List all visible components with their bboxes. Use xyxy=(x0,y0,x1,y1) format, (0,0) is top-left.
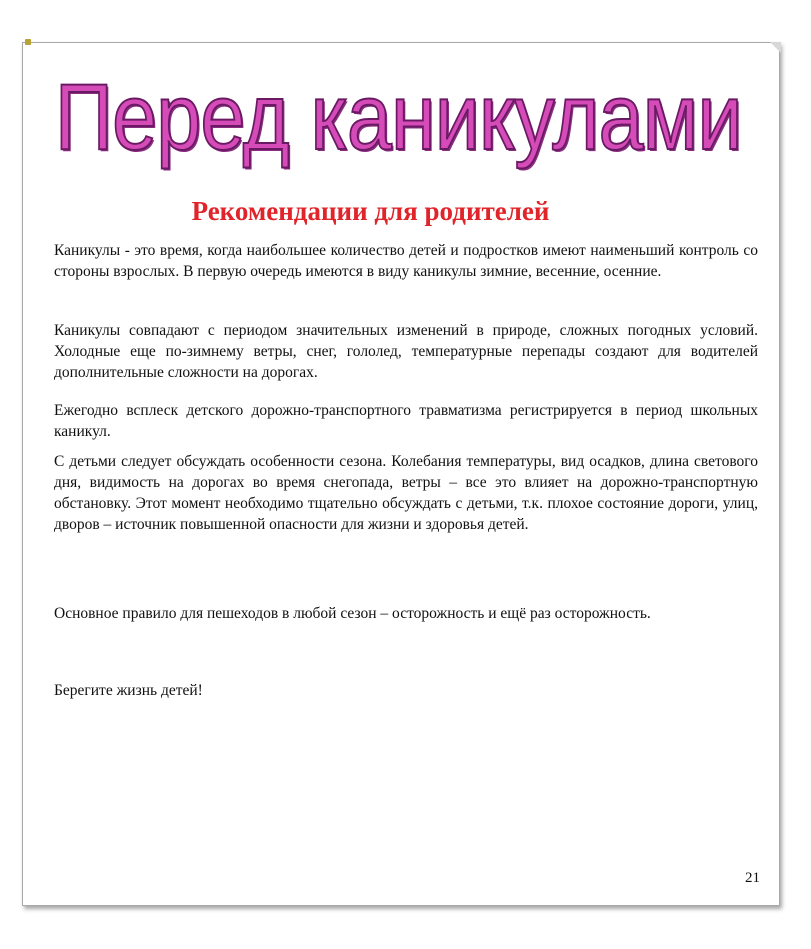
page-number: 21 xyxy=(745,870,760,886)
page-curl-corner xyxy=(770,42,781,53)
paragraph-vacation-definition: Каникулы - это время, когда наибольшее количество детей и подростков имеют наименьший контроль со стороны взрослых. В первую очередь имеются в виду каникулы зимние, весенние, осенние. xyxy=(54,242,758,280)
page-subtitle: Рекомендации для родителей xyxy=(191,196,550,226)
paragraph-accident-statistics: Ежегодно всплеск детского дорожно-транспортного травматизма регистрируется в период школьных каникул. xyxy=(54,402,758,440)
paragraph-main-rule: Основное правило для пешеходов в любой сезон – осторожность и ещё раз осторожность. xyxy=(54,605,651,622)
paragraph-weather-conditions: Каникулы совпадают с периодом значительных изменений в природе, сложных погодных условий. Холодные еще по-зимнему ветры, снег, гололед, температурные перепады создают для водителей дополнительные сложности на дорогах. xyxy=(54,322,758,381)
paragraph-closing-appeal: Берегите жизнь детей! xyxy=(54,682,203,699)
paragraph-season-discussion: С детьми следует обсуждать особенности сезона. Колебания температуры, вид осадков, длина светового дня, видимость на дорогах во время снегопада, ветры – все это влияет на дорожно-транспортную обстановку. Этот момент необходимо тщательно обсуждать с детьми, т.к. плохое состояние дороги, улиц, дворов – источник повышенной опасности для жизни и здоровья детей. xyxy=(54,453,758,533)
page-title: Перед каникулами xyxy=(54,64,742,169)
page-corner-marker xyxy=(25,39,31,45)
